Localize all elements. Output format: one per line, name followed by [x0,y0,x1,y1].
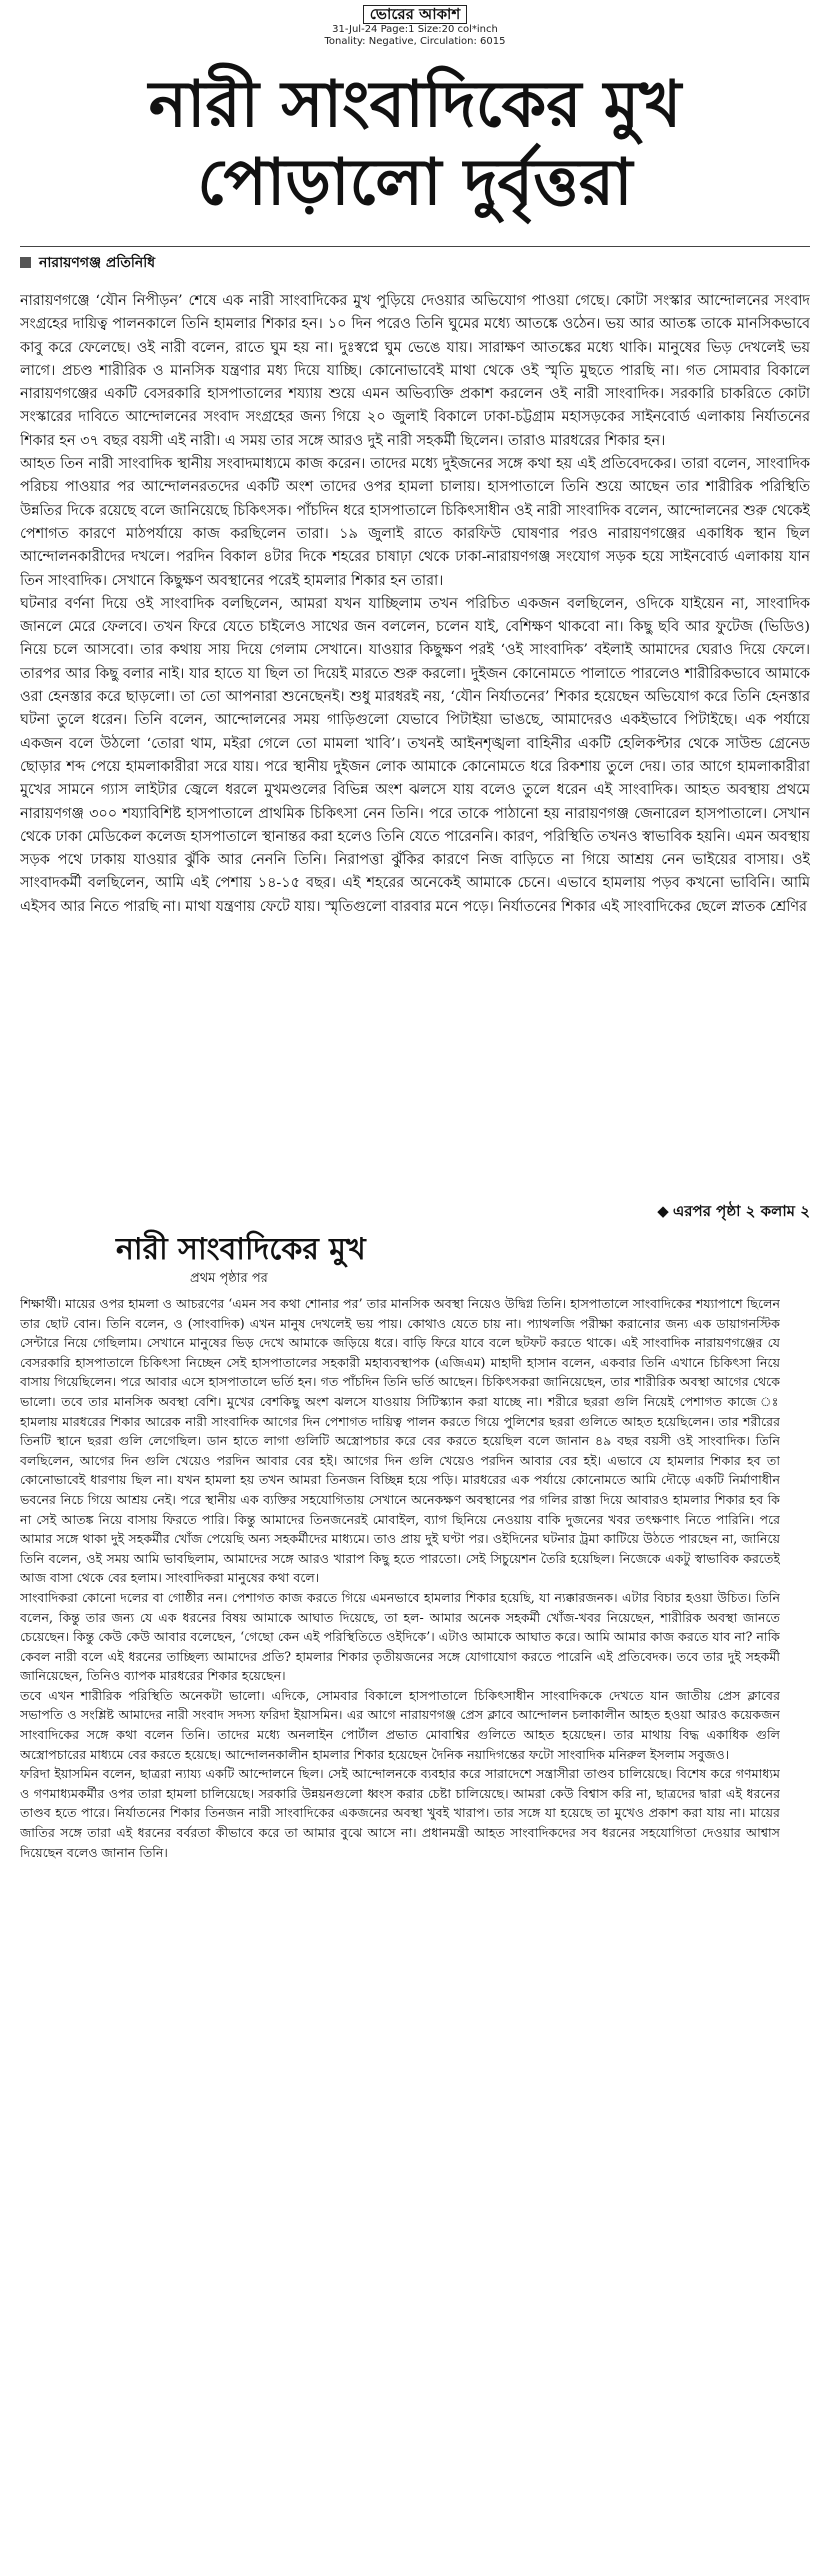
newspaper-logo: ভোরের আকাশ [363,5,468,24]
square-bullet-icon [20,257,31,268]
continuation-paragraph: তবে এখন শারীরিক পরিস্থিতি অনেকটা ভালো। এদিকে, সোমবার বিকালে হাসপাতালে চিকিৎসাধীন সাংবাদিককে দেখতে যান জাতীয় প্রেস ক্লাবের সভাপতি ও সংশ্লিষ্ট আমাদের নারী সংবাদ সদস্য ফরিদা ইয়াসমিন। এর আগে নারায়ণগঞ্জ প্রেস ক্লাবে আন্দোলন চলাকালীন আহত হওয়া আরও কয়েকজন সাংবাদিকের সঙ্গে কথা বলেন তিনি। তাদের মধ্যে অনলাইন পোর্টাল প্রভাত মোবাশ্বির গুলিতে আহত হয়েছেন। তার মাথায় বিদ্ধ একাধিক গুলি অস্ত্রোপচারের মাধ্যমে বের করতে হয়েছে। আন্দোলনকালীন হামলার শিকার হয়েছেন দৈনিক নয়াদিগন্তের ফটো সাংবাদিক মনিরুল ইসলাম সবুজও। [20,1687,780,1762]
continuation-paragraph: সাংবাদিকরা কোনো দলের বা গোষ্ঠীর নন। পেশাগত কাজ করতে গিয়ে এমনভাবে হামলার শিকার হয়েছি, যা ন্যক্কারজনক। এটার বিচার হওয়া উচিত। তিনি বলেন, কিন্তু তার জন্য যে এক ধরনের বিষয় আমাকে আঘাত দিয়েছে, তা হল- আমার অনেক সহকর্মী খোঁজ-খবর নিয়েছেন, শারীরিক অবস্থা জানতে চেয়েছেন। কিন্তু কেউ কেউ আবার বলেছেন, ‘গেছো কেন এই পরিস্থিতিতে ওইদিকে’। এটাও আমাকে আঘাত করে। আমি আমার কাজ করতে যাব না? নাকি কেবল নারী বলে এই ধরনের তাচ্ছিল্য আমাদের প্রতি? হামলার শিকার তৃতীয়জনের সঙ্গে যোগাযোগ করতে পারেনি এই প্রতিবেদক। তবে তার দুই সহকর্মী জানিয়েছেন, তিনিও ব্যাপক মারধরের শিকার হয়েছেন। [20,1589,780,1684]
body-paragraph: ঘটনার বর্ণনা দিয়ে ওই সাংবাদিক বলছিলেন, আমরা যখন যাচ্ছিলাম তখন পরিচিত একজন বলছিলেন, ওদিকে যাইয়েন না, সাংবাদিক জানলে মেরে ফেলবে। তখন ফিরে যেতে চাইলেও সাথের জন বললেন, চলেন যাই, বেশিক্ষণ থাকবো না। কিছু ছবি আর ফুটেজ (ভিডিও) নিয়ে চলে আসবো। তার কথায় সায় দিয়ে গেলাম সেখানে। যাওয়ার কিছুক্ষণ পরই ‘ওই সাংবাদিক’ বইলাই আমাদের ঘেরাও দিয়ে ফেলে। তারপর আর কিছু বলার নাই। যার হাতে যা ছিল তা দিয়েই মারতে শুরু করলো। দুইজন কোনোমতে পালাতে পারলেও শারীরিকভাবে আমাকে ওরা হেনস্তার করে ছাড়লো। তা তো আপনারা শুনেছেনই। শুধু মারধরই নয়, ‘যৌন নির্যাতনের’ শিকার হয়েছেন অভিযোগ করে তিনি হেনস্তার ঘটনা তুলে ধরেন। তিনি বলেন, আন্দোলনের সময় গাড়িগুলো যেভাবে পিটাইয়া ভাঙছে, আমাদেরও একইভাবে পিটাইছে। এক পর্যায়ে একজন বলে উঠলো ‘তোরা থাম, মইরা গেলে তো মামলা খাবি’। তখনই আইনশৃঙ্খলা বাহিনীর একটি হেলিকপ্টার থেকে সাউন্ড গ্রেনেড ছোড়ার শব্দ পেয়ে হামলাকারীরা সরে যায়। পরে স্থানীয় দুইজন লোক আমাকে কোনোমতে ধরে রিকশায় তুলে দেয়। তার আগে হামলাকারীরা মুখের সামনে গ্যাস লাইটার জ্বেলে ধরলে মুখমণ্ডলের বিভিন্ন অংশ ঝলসে যায় বলেও তুলে ধরেন এই সাংবাদিক। আহত অবস্থায় প্রথমে নারায়ণগঞ্জ ৩০০ শয্যাবিশিষ্ট হাসপাতালে প্রাথমিক চিকিৎসা নেন তিনি। পরে তাকে পাঠানো হয় নারায়ণগঞ্জ জেনারেল হাসপাতালে। সেখান থেকে ঢাকা মেডিকেল কলেজ হাসপাতালে স্থানান্তর করা হলেও তিনি যেতে পারেননি। কারণ, পরিস্থিতি তখনও স্বাভাবিক হয়নি। এমন অবস্থায় সড়ক পথে ঢাকায় যাওয়ার ঝুঁকি আর নেননি তিনি। নিরাপত্তা ঝুঁকির কারণে নিজ বাড়িতে না গিয়ে আশ্রয় নেন ভাইয়ের বাসায়। ওই সাংবাদকর্মী বলছিলেন, আমি এই পেশায় ১৪-১৫ বছর। এই শহরের অনেকেই আমাকে চেনে। এভাবে হামলায় পড়ব কখনো ভাবিনি। আমি এইসব আর নিতে পারছি না। মাথা যন্ত্রণায় ফেটে যায়। স্মৃতিগুলো বারবার মনে পড়ে। নির্যাতনের শিকার এই সাংবাদিকের ছেলে স্নাতক শ্রেণির [20,595,810,915]
clipping-tonality-line: Tonality: Negative, Circulation: 6015 [324,36,506,47]
byline [20,246,810,275]
article-body [20,290,810,1290]
continuation-note [657,1200,810,1225]
continuation-block [20,1230,810,2564]
continuation-body [20,1294,780,2564]
clipping-date-line: 31-Jul-24 Page:1 Size:20 col*inch [332,24,498,35]
headline [40,66,790,222]
continuation-note-text: এরপর পৃষ্ঠা ২ কলাম ২ [672,1202,810,1220]
continuation-paragraph: ফরিদা ইয়াসমিন বলেন, ছাত্ররা ন্যায্য একটি আন্দোলনে ছিল। সেই আন্দোলনকে ব্যবহার করে সারাদেশে সন্ত্রাসীরা তাণ্ডব চালিয়েছে। বিশেষ করে গণমাধ্যম ও গণমাধ্যমকর্মীর ওপর তারা হামলা চালিয়েছে। সরকারি উন্নয়নগুলো ধ্বংস করার চেষ্টা চালিয়েছে। আমরা কেউ বিশ্বাস করি না, ছাত্রদের দ্বারা এই ধরনের তাণ্ডব হতে পারে। নির্যাতনের শিকার তিনজন নারী সাংবাদিকের একজনের অবস্থা খুবই খারাপ। তার সঙ্গে যা হয়েছে তা মুখেও প্রকাশ করা যায় না। মায়ের জাতির সঙ্গে তারা এই ধরনের বর্বরতা কীভাবে করে তা আমার বুঝে আসে না। প্রধানমন্ত্রী আহত সাংবাদিকদের সব ধরনের সহযোগিতা দেওয়ার আশ্বাস দিয়েছেন বলেও জানান তিনি। [20,1766,780,1860]
diamond-arrow-icon: ◆ [657,1202,669,1220]
headline-line-2: পোড়ালো দুর্বৃত্তরা [197,145,633,220]
headline-line-1: নারী সাংবাদিকের মুখ [148,67,682,142]
continuation-title: নারী সাংবাদিকের মুখ [116,1232,366,1267]
body-paragraph: নারায়ণগঞ্জে ‘যৌন নিপীড়ন’ শেষে এক নারী সাংবাদিকের মুখ পুড়িয়ে দেওয়ার অভিযোগ পাওয়া গেছে। কোটা সংস্কার আন্দোলনের সংবাদ সংগ্রহের দায়িত্ব পালনকালে তিনি হামলার শিকার হন। ১০ দিন পরেও তিনি ঘুমের মধ্যে আতঙ্কে ওঠেন। ভয় আর আতঙ্ক তাকে মানসিকভাবে কাবু করে ফেলেছে। ওই নারী বলেন, রাতে ঘুম হয় না। দুঃস্বপ্নে ঘুম ভেঙে যায়। সারাক্ষণ আতঙ্কের মধ্যে থাকি। মানুষের ভিড় দেখলেই ভয় লাগে। প্রচণ্ড শারীরিক ও মানসিক যন্ত্রণার মধ্য দিয়ে যাচ্ছি। কোনোভাবেই মাথা থেকে ওই স্মৃতি মুছতে পারছি না। গত সোমবার বিকালে নারায়ণগঞ্জের একটি বেসরকারি হাসপাতালের শয্যায় শুয়ে এমন অভিব্যক্তি প্রকাশ করলেন ওই নারী সাংবাদিক। সরকারি চাকরিতে কোটা সংস্কারের দাবিতে আন্দোলনের সংবাদ সংগ্রহের জন্য গিয়ে ২০ জুলাই বিকালে ঢাকা-চট্টগ্রাম মহাসড়কের সাইনবোর্ড এলাকায় নির্যাতনের শিকার হন ৩৭ বছর বয়সী এই নারী। এ সময় তার সঙ্গে আরও দুই নারী সহকর্মী ছিলেন। তারাও মারধরের শিকার হন। [20,293,810,449]
continuation-paragraph: শিক্ষার্থী। মায়ের ওপর হামলা ও আচরণের ‘এমন সব কথা শোনার পর’ তার মানসিক অবস্থা নিয়েও উদ্বিগ্ন তিনি। হাসপাতালে সাংবাদিকের শয্যাপাশে ছিলেন তার ছোট বোন। তিনি বলেন, ও (সাংবাদিক) এখন মানুষ দেখলেই ভয় পায়। কোথাও যেতে চায় না। প্যাথলজি পরীক্ষা করানোর জন্য এক ডায়াগনস্টিক সেন্টারে নিয়ে গেছিলাম। সেখানে মানুষের ভিড় দেখে আমাকে জড়িয়ে ধরে। বাড়ি ফিরে যাবে বলে ছটফট করতে থাকে। এই সাংবাদিক নারায়ণগঞ্জের যে বেসরকারি হাসপাতালে চিকিৎসা নিচ্ছেন সেই হাসপাতালের সহকারী মহাব্যবস্থাপক (এজিএম) মাহাদী হাসান বলেন, একবার তিনি এখানে চিকিৎসা নিয়ে বাসায় গিয়েছিলেন। পরে আবার এসে হাসপাতালে ভর্তি হন। গত পাঁচদিন তিনি ভর্তি আছেন। চিকিৎসকরা জানিয়েছেন, তার শারীরিক অবস্থা আগের থেকে ভালো। তবে তার মানসিক অবস্থা বেশি। মুখের বেশকিছু অংশ ঝলসে যাওয়ায় সিটিস্ক্যান করা যাচ্ছে না। শরীরে ছররা গুলি নিয়েই পেশাগত কাজে ঃ হামলায় মারধরের শিকার আরেক নারী সাংবাদিক আগের দিন পেশাগত দায়িত্ব পালন করতে গিয়ে পুলিশের ছররা গুলিতে আহত হয়েছিলেন। তার শরীরের তিনটি স্থানে ছররা গুলি লেগেছিল। ডান হাতে লাগা গুলিটি অস্ত্রোপচার করে বের করতে হয়েছিল বলে জানান ৪৯ বছর বয়সী ওই সাংবাদিক। তিনি বলছিলেন, আগের দিন গুলি খেয়েও পরদিন আবার বের হই। আগের দিন গুলি খেয়েও পরদিন আবার বের হই। এভাবে যে হামলার শিকার হব তা কোনোভাবেই ধারণায় ছিল না। যখন হামলা হয় তখন আমরা তিনজন বিচ্ছিন্ন হয়ে পড়ি। মারধরের এক পর্যায়ে কোনোমতে আমি দৌড়ে একটি নির্মাণাধীন ভবনের নিচে গিয়ে আশ্রয় নেই। পরে স্থানীয় এক ব্যক্তির সহযোগিতায় সেখানে অনেকক্ষণ অবস্থানের পর গলির রাস্তা দিয়ে আবারও হামলার শিকার হব কি না সেই আতঙ্ক নিয়ে বাসায় ফিরতে পারি। কিন্তু আমাদের তিনজনেরই মোবাইল, ব্যাগ ছিনিয়ে নেওয়ায় বাকি দুজনের খবর তৎক্ষণাৎ নিতে পারিনি। পরে আমার সঙ্গে থাকা দুই সহকর্মীর খোঁজ পেয়েছি অন্য সহকর্মীদের মাধ্যমে। তাও প্রায় দুই ঘণ্টা পর। ওইদিনের ঘটনার ট্রমা কাটিয়ে উঠতে পারছেন না, জানিয়ে তিনি বলেন, ওই সময় আমি ভাবছিলাম, আমাদের সঙ্গে আরও খারাপ কিছু হতে পারতো। সেই সিচুয়েশন তৈরি হয়েছিল। নিজেকে একটু স্বাভাবিক করতেই আজ বাসা থেকে বের হলাম। সাংবাদিকরা মানুষের কথা বলে। [20,1296,780,1586]
masthead [0,4,830,48]
continuation-subtitle: প্রথম পৃষ্ঠার পর [190,1271,268,1286]
body-paragraph: আহত তিন নারী সাংবাদিক স্থানীয় সংবাদমাধ্যমে কাজ করেন। তাদের মধ্যে দুইজনের সঙ্গে কথা হয় এই প্রতিবেদকের। তারা বলেন, সাংবাদিক পরিচয় পাওয়ার পর আন্দোলনরতদের একটি অংশ তাদের ওপর হামলা চালায়। হাসপাতালে তিনি শুয়ে আছেন তার শারীরিক পরিস্থিতি উন্নতির দিকে রয়েছে বলে জানিয়েছে চিকিৎসক। পাঁচদিন ধরে হাসপাতালে চিকিৎসাধীন ওই নারী সাংবাদিক বলেন, আন্দোলনের শুরু থেকেই পেশাগত কারণে মাঠপর্যায়ে কাজ করছিলেন তারা। ১৯ জুলাই রাতে কারফিউ ঘোষণার পরও নারায়ণগঞ্জের একাধিক স্থান ছিল আন্দোলনকারীদের দখলে। পরদিন বিকাল ৪টার দিকে শহরের চাষাঢ়া থেকে ঢাকা-নারায়ণগঞ্জ সংযোগ সড়ক হয়ে সাইনবোর্ড এলাকায় যান তিন সাংবাদিক। সেখানে কিছুক্ষণ অবস্থানের পরেই হামলার শিকার হন তারা। [20,456,810,589]
byline-text: নারায়ণগঞ্জ প্রতিনিধি [39,255,156,271]
